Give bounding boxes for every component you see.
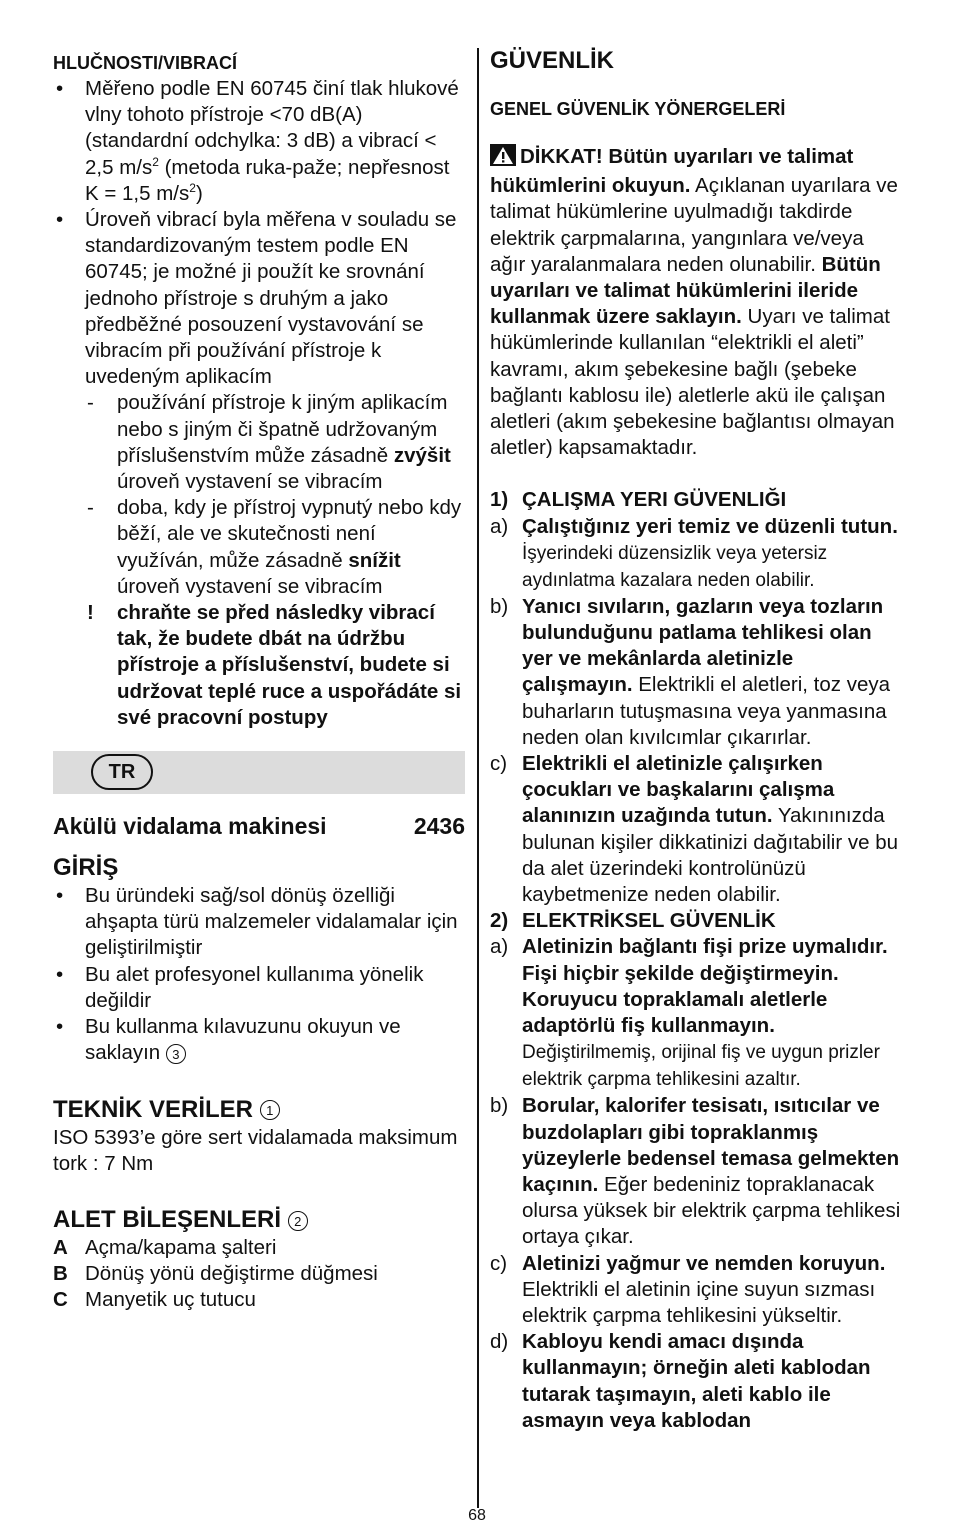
right-column [490,46,902,1434]
list-item: b) Borular, kalorifer tesisatı, ısıtıcılar ve buzdolapları gibi topraklanmış yüzeylerle bedensel temasa gelmekten kaçının. Eğer bedeniniz topraklanacak olursa yüksek bir elektrik çarpma tehlikesi ortaya çıkar. [490,1094,901,1249]
warning-triangle-icon [490,144,516,173]
parts-heading: ALET BİLEŞENLERİ 2 [53,1205,465,1235]
list-item: c) Aletinizi yağmur ve nemden koruyun. Elektrikli el aletinin içine suyun sızması elektrik çarpma tehlikesini yükseltir. [490,1251,886,1327]
bullet: • [56,77,64,100]
dash-item: - používání přístroje k jiným aplikacím nebo s jiným či špatně udržovaným příslušenstvím může zásadně zvýšit úroveň vystavení se vibracím [87,391,451,494]
section-title: 1) ÇALIŞMA YERI GÜVENLIĞI [490,488,787,512]
list-item: a) Çalıştığınız yeri temiz ve düzenli tutun. İşyerindeki düzensizlik veya yetersiz aydınlatma kazalara neden olabilir. [490,514,898,591]
left-column [53,46,465,1314]
intro-heading: GİRİŞ [53,854,119,882]
general-safety-subheading: GENEL GÜVENLİK YÖNERGELERİ [490,99,786,119]
list-item: a) Aletinizin bağlantı fişi prize uymalıdır. Fişi hiçbir şekilde değiştirmeyin. Koruyucu topraklamalı aletlerle adaptörlü fiş kullanmayın. Değiştirilmemiş, orijinal fiş ve uygun prizler elektrik çarpma tehlikesini azaltır. [490,935,888,1091]
list-item: • Bu kullanma kılavuzunu okuyun ve saklayın 3 [56,1015,401,1065]
list-item: d) Kabloyu kendi amacı dışında kullanmayın; örneğin aleti kablodan tutarak taşımayın, aleti kablo ile asmayın veya kablodan [490,1330,871,1432]
list-item: • Bu alet profesyonel kullanıma yönelik değildir [56,962,424,1012]
exclamation-item: ! chraňte se před následky vibrací tak, že budete dbát na údržbu přístroje a příslušenství, budete si udržovat teplé ruce a uspořádáte si své pracovní postupy [87,601,462,729]
part-row: C Manyetik uç tutucu [53,1288,256,1312]
figure-ref: 2 [288,1211,308,1231]
page-number: 68 [468,1507,486,1524]
product-title: Akülü vidalama makinesi 2436 [53,813,465,840]
figure-ref: 1 [260,1100,280,1120]
warning-paragraph: DİKKAT! Bütün uyarıları ve talimat hükümlerini okuyun. Açıklanan uyarılara ve talimat hükümlerine uyulmadığı takdirde elektrik çarpmalarına, yangınlara ve/veya ağır yaralanmalara neden olunabilir. Bütün uyarıları ve talimat hükümlerini ileride kullanmak üzere saklayın. Uyarı ve talimat hükümlerinde kullanılan “elektrikli el aleti” kavramı, akım şebekesine bağlı (şebeke bağlantı kablosu ile) aletlerle akü ile çalışan aletleri (akım şebekesine bağlantısı olmayan aletler) kapsamaktadır. [490,145,898,460]
figure-ref: 3 [166,1044,186,1064]
tech-text: ISO 5393’e göre sert vidalamada maksimum tork : 7 Nm [53,1125,458,1175]
safety-heading: GÜVENLİK [490,47,615,74]
list-item: • Měřeno podle EN 60745 činí tlak hlukové vlny tohoto přístroje <70 dB(A) (standardní odchylka: 3 dB) a vibrací < 2,5 $m/s^2$ (metoda ruka-paže; nepřesnost K = 1,5 $m/s^2$) [56,77,459,205]
list-item: b) Yanıcı sıvıların, gazların veya tozların bulunduğunu patlama tehlikesi olan yer ve mekânlarda aletinizle çalışmayın. Elektrikli el aletleri, toz veya buharların tutuşmasına veya yanmasına neden olan kıvılcımlar çıkarırlar. [490,594,891,749]
language-bar [53,751,465,794]
language-badge: TR [91,754,153,790]
list-item: • Úroveň vibrací byla měřena v souladu se standardizovaným testem podle EN 60745; je možné ji použít ke srovnání jednoho přístroje s druhým a jako předběžné posouzení vystavování se vibracím při používání přístroje k uvedeným aplikacím [56,208,457,389]
tech-heading: TEKNİK VERİLER 1 [53,1095,465,1125]
column-divider [477,48,479,1508]
noise-vibration-heading: HLUČNOSTI/VIBRACÍ [53,53,237,73]
bullet: • [56,208,64,232]
dash-item: - doba, kdy je přístroj vypnutý nebo kdy běží, ale ve skutečnosti není využíván, může zásadně snížit úroveň vystavení se vibracím [87,496,462,598]
part-row: B Dönüş yönü değiştirme düğmesi [53,1262,378,1286]
list-item: c) Elektrikli el aletinizle çalışırken çocukları ve başkalarını çalışma alanınızın uzağında tutun. Yakınınızda bulunan kişiler dikkatinizi dağıtabilir ve bu da alet üzerindeki kontrolünüzü kaybetmenize neden olabilir. [490,752,899,907]
section-title: 2) ELEKTRİKSEL GÜVENLİK [490,909,776,933]
list-item: • Bu üründeki sağ/sol dönüş özelliği ahşapta türü malzemeler vidalamalar için geliştirilmiştir [56,884,458,960]
part-row: A Açma/kapama şalteri [53,1235,277,1259]
